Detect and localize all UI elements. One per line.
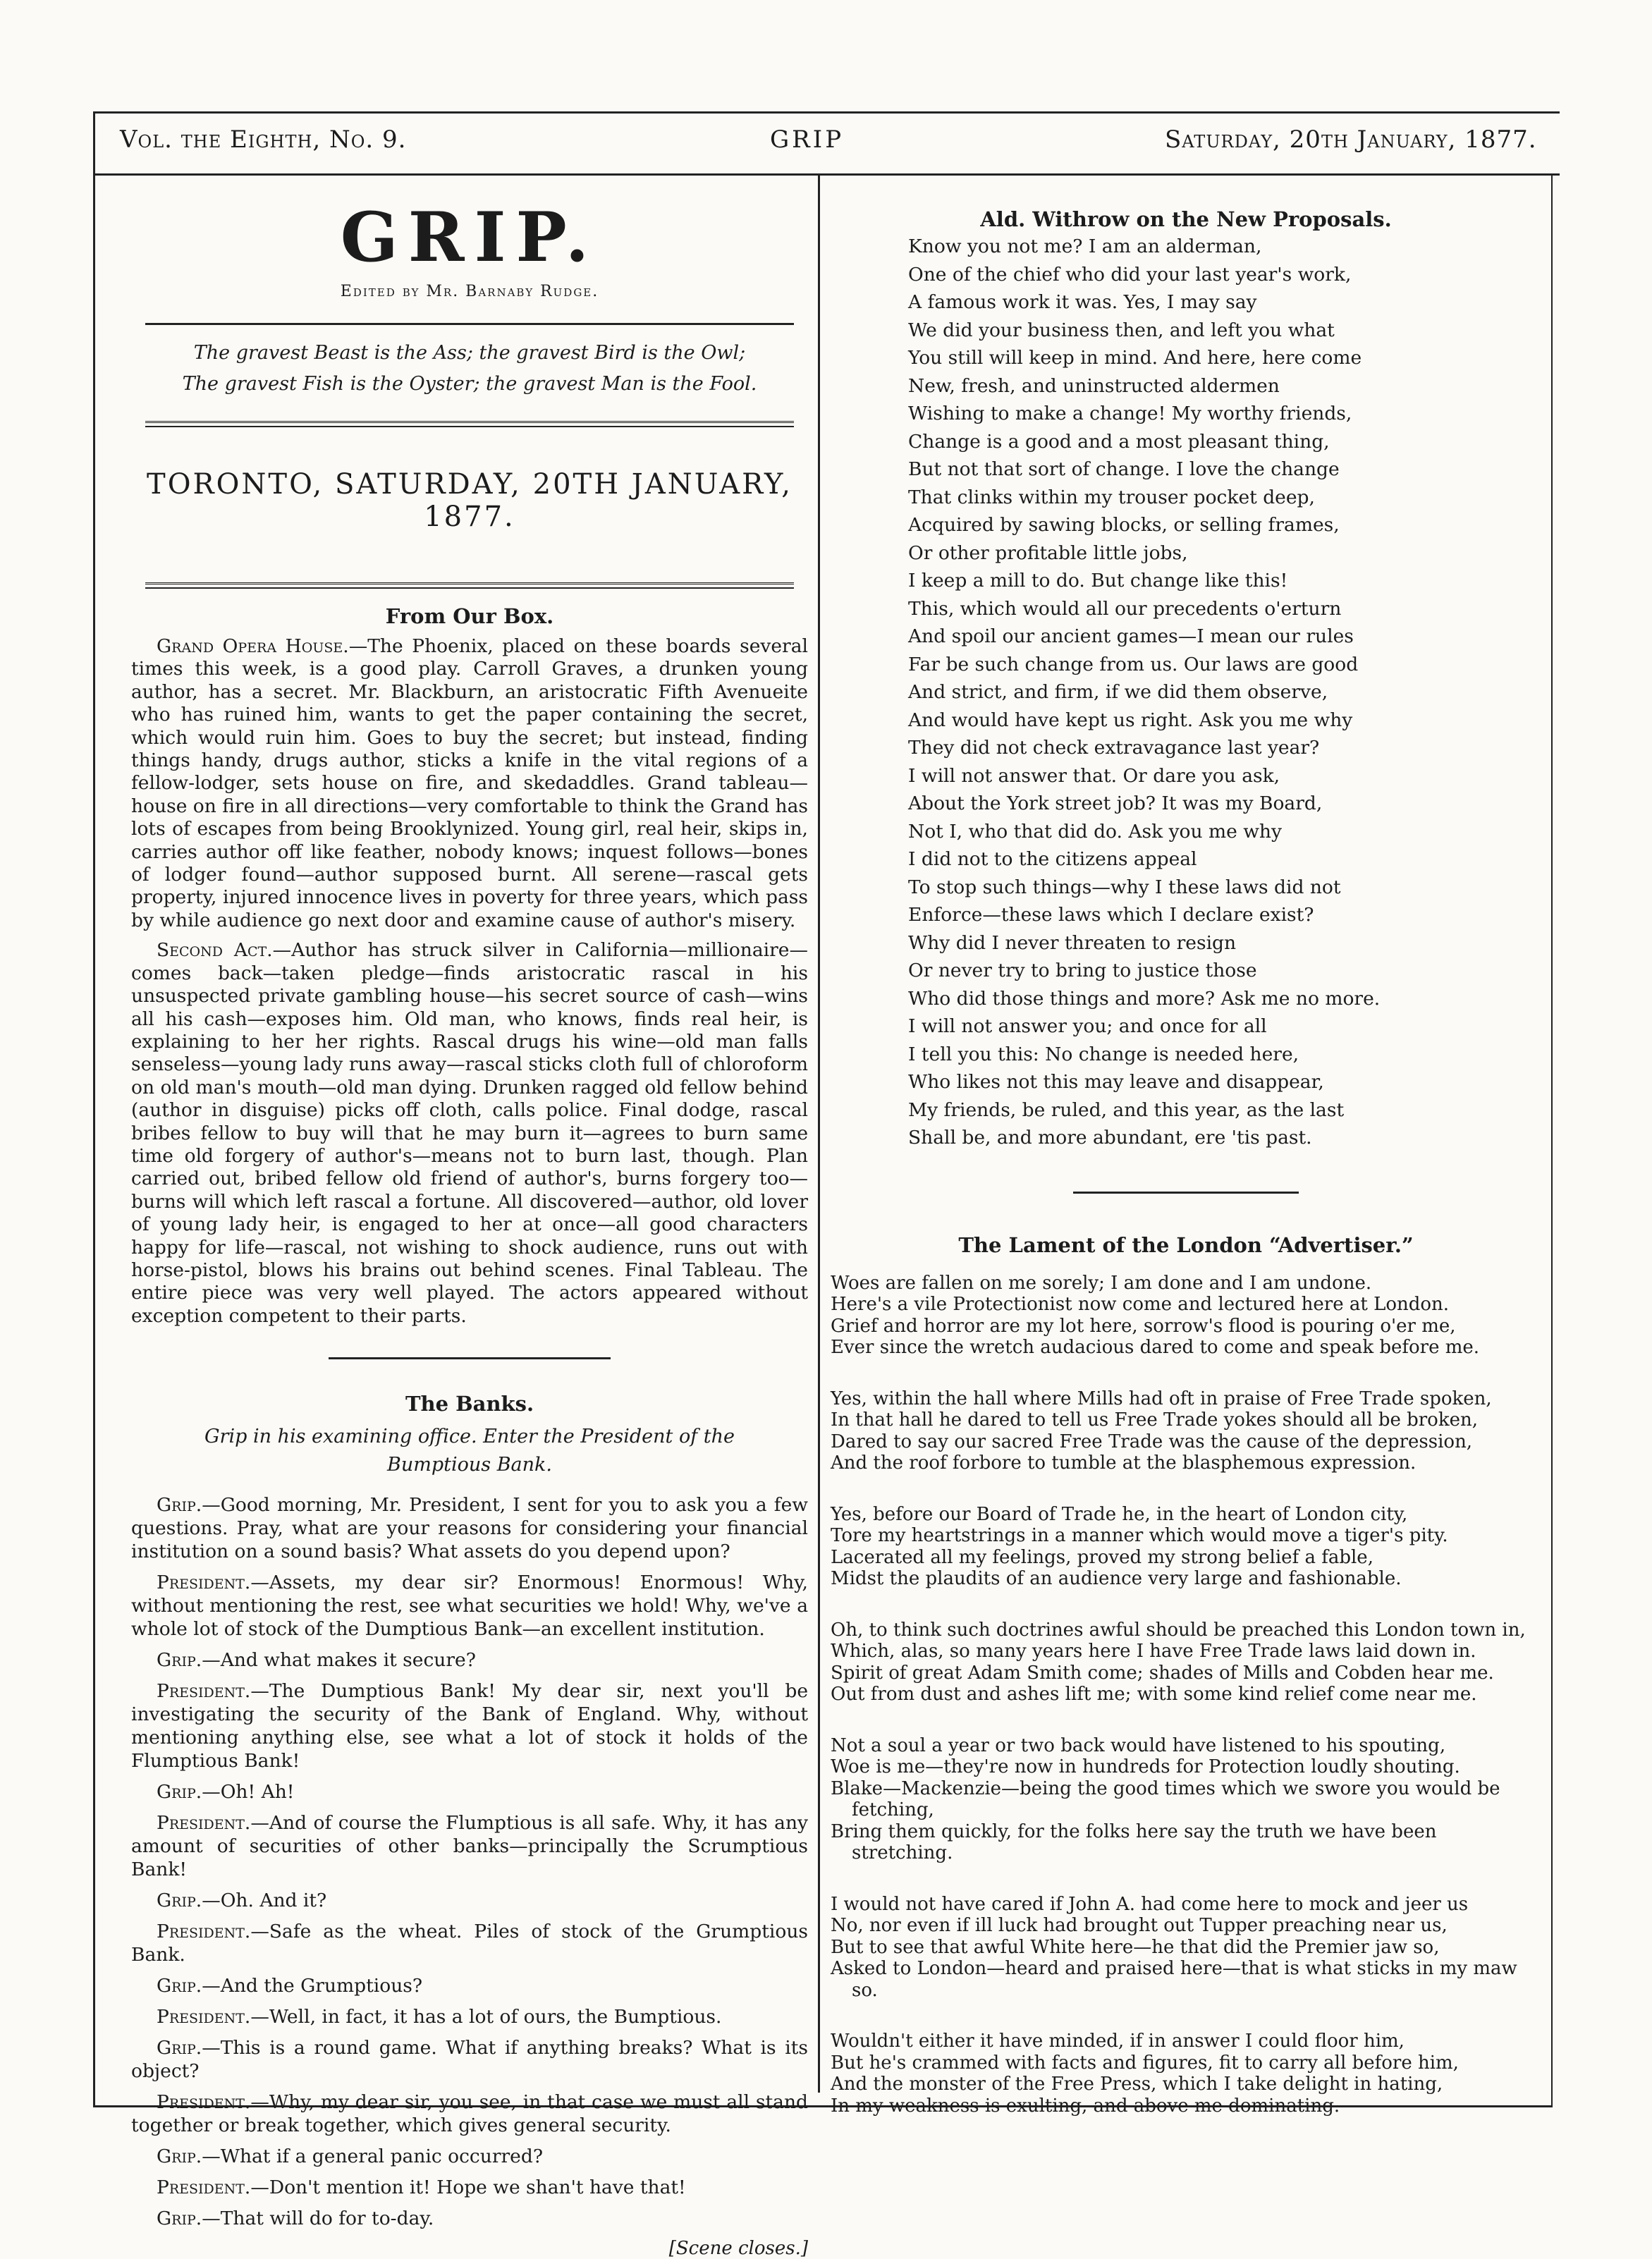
stanza-line: Wouldn't either it have minded, if in answer I could floor him, [831,2031,1405,2052]
masthead-double-rule [145,421,794,427]
dialogue-text: —And what makes it secure? [202,1649,476,1672]
box-p2-lead: Second Act. [157,939,273,962]
poem-line: One of the chief who did your last year's work, [908,263,1352,286]
poem-line: My friends, be ruled, and this year, as the last [908,1098,1345,1121]
poem-line: That clinks within my trouser pocket deep, [908,486,1315,508]
masthead-motto [131,338,808,400]
stage-direction: [Scene closes.] [668,2238,808,2259]
dialogue-line [131,1889,808,1912]
poem-line: We did your business then, and left you what [908,319,1335,341]
page-left-border [93,111,95,2107]
stanza-line: Yes, within the hall where Mills had oft in praise of Free Trade spoken, [831,1388,1492,1409]
stanza-line: Spirit of great Adam Smith come; shades of Mills and Cobden hear me. [831,1662,1494,1684]
dialogue-speaker: Grip. [157,1494,202,1517]
poem-line: I will not answer that. Or dare you ask, [908,764,1280,787]
poem-line: I did not to the citizens appeal [908,848,1197,870]
stanza-line: Asked to London—heard and praised here—that is what sticks in my maw so. [831,1958,1517,2001]
page-right-border [1551,173,1553,2107]
poem-line: Why did I never threaten to resign [908,931,1237,954]
masthead-rule [145,323,794,325]
stanza [831,1504,1541,1590]
section-divider-right [1073,1192,1299,1194]
stanza-line: Not a soul a year or two back would have listened to his spouting, [831,1734,1446,1756]
poem-line: And would have kept us right. Ask you me why [908,709,1353,731]
lament-stanzas [831,1273,1541,2117]
stanza-line: And the roof forbore to tumble at the blasphemous expression. [831,1452,1417,1474]
dialogue-speaker: Grip. [157,1649,202,1672]
dialogue-text: —That will do for to-day. [202,2208,434,2230]
stanza-line: Midst the plaudits of an audience very large and fashionable. [831,1568,1402,1589]
dialogue-text: —And of course the Flumptious is all safe. Why, it has any amount of securities of other banks—principally the Scrumptious Bank! [131,1812,808,1881]
withrow-title: Ald. Withrow on the New Proposals. [980,207,1392,231]
poem-line: I will not answer you; and once for all [908,1015,1267,1037]
dialogue-text: —Safe as the wheat. Piles of stock of the Grumptious Bank. [131,1921,808,1966]
dialogue-line [131,1920,808,1966]
column-divider [818,173,820,2093]
poem-line: Far be such change from us. Our laws are good [908,653,1359,675]
box-paragraph-1 [131,635,808,932]
box-p1-lead: Grand Opera House. [157,635,349,657]
dialogue-line [131,1571,808,1641]
stanza [831,1620,1541,1706]
dialogue-speaker: President. [157,2091,251,2114]
header-title: GRIP [770,126,845,154]
masthead-title: GRIP. [340,197,599,277]
dialogue-text: —This is a round game. What if anything breaks? What is its object? [131,2037,808,2083]
poem-line: This, which would all our precedents o'erturn [908,597,1342,620]
poem-line: I tell you this: No change is needed here, [908,1043,1299,1065]
box-title: From Our Box. [385,604,554,628]
banks-title: The Banks. [405,1392,534,1416]
dialogue-line [131,2145,808,2168]
stanza-line: Dared to say our sacred Free Trade was the cause of the depression, [831,1431,1473,1452]
dialogue-text: —Good morning, Mr. President, I sent for you to ask you a few questions. Pray, what are your reasons for considering your financial institution on a sound basis? What assets do you depend upon? [131,1494,808,1563]
stanza [831,1388,1541,1474]
dialogue-line [131,1974,808,1997]
right-column [831,189,1541,2146]
poem-line: Enforce—these laws which I declare exist? [908,904,1314,926]
stanza-line: Woes are fallen on me sorely; I am done and I am undone. [831,1272,1372,1294]
withrow-poem [831,207,1541,1152]
poem-line: But not that sort of change. I love the change [908,458,1340,480]
dialogue-text: —Oh. And it? [202,1890,327,1912]
stanza-line: Here's a vile Protectionist now come and lectured here at London. [831,1294,1450,1315]
stanza-line: But to see that awful White here—he that did the Premier jaw so, [831,1936,1440,1958]
poem-line: About the York street job? It was my Board, [908,792,1323,814]
poem-line: Know you not me? I am an alderman, [908,235,1262,257]
dialogue-text: —Well, in fact, it has a lot of ours, the Bumptious. [250,2006,722,2028]
dialogue-line [131,1811,808,1881]
stanza-line: Blake—Mackenzie—being the good times which we swore you would be fetching, [831,1777,1500,1820]
poem-line: They did not check extravagance last year? [908,737,1320,759]
poem-line: Or never try to bring to justice those [908,960,1257,981]
poem-line: Wishing to make a change! My worthy friends, [908,403,1352,424]
masthead-editor: Edited by Mr. Barnaby Rudge. [340,283,599,300]
header-volume: Vol. the Eighth, No. 9. [120,126,407,154]
dialogue-speaker: President. [157,2177,251,2199]
the-banks [131,1392,808,2259]
dialogue-speaker: Grip. [157,1890,202,1912]
poem-line: And spoil our ancient games—I mean our rules [908,625,1354,647]
masthead [131,197,808,589]
left-column [131,189,808,2259]
banks-subtitle-line-1: Grip in his examining office. Enter the President of the [204,1426,735,1448]
stanza-line: Lacerated all my feelings, proved my strong belief a fable, [831,1546,1373,1568]
motto-line-2: The gravest Fish is the Oyster; the gravest Man is the Fool. [182,373,757,395]
dialogue-text: —Oh! Ah! [202,1781,295,1804]
dialogue-speaker: Grip. [157,1975,202,1997]
dialogue-text: —Don't mention it! Hope we shan't have that! [250,2177,686,2199]
stanza-line: Yes, before our Board of Trade he, in the heart of London city, [831,1503,1408,1525]
dialogue-text: —Why, my dear sir, you see, in that case we must all stand together or break together, which gives general security. [131,2091,808,2137]
stanza-line: Tore my heartstrings in a manner which would move a tiger's pity. [831,1525,1448,1546]
dialogue-speaker: Grip. [157,2037,202,2059]
stanza-line: No, nor even if ill luck had brought out Tupper preaching near us, [831,1915,1448,1936]
stanza-line: Which, alas, so many years here I have Free Trade laws laid down in. [831,1641,1476,1662]
dialogue-line [131,2207,808,2230]
stanza-line: Grief and horror are my lot here, sorrow's flood is pouring o'er me, [831,1315,1456,1337]
dialogue-line [131,1679,808,1773]
header-top-rule [93,111,1560,114]
dialogue-speaker: President. [157,1921,251,1943]
poem-line: I keep a mill to do. But change like this! [908,570,1288,592]
poem-line: You still will keep in mind. And here, here come [908,347,1362,369]
poem-line: Acquired by sawing blocks, or selling frames, [908,514,1340,536]
header-date: Saturday, 20th January, 1877. [1165,126,1537,154]
stanza-line: Oh, to think such doctrines awful should be preached this London town in, [831,1619,1526,1641]
stanza [831,1273,1541,1359]
dialogue-line [131,1493,808,1563]
dialogue-speaker: President. [157,2006,251,2028]
stanza-line: And the monster of the Free Press, which I take delight in hating, [831,2074,1443,2095]
stanza-line: But he's crammed with facts and figures, fit to carry all before him, [831,2052,1459,2074]
stanza [831,1894,1541,2002]
poem-line: Or other profitable little jobs, [908,541,1188,564]
dialogue-line [131,2036,808,2083]
stanza-line: Ever since the wretch audacious dared to come and speak before me. [831,1337,1480,1358]
poem-line: Who likes not this may leave and disappear, [908,1071,1324,1093]
poem-line: A famous work it was. Yes, I may say [908,291,1257,313]
motto-line-1: The gravest Beast is the Ass; the gravest Bird is the Owl; [193,342,746,364]
stanza-line: Out from dust and ashes lift me; with some kind relief come near me. [831,1684,1477,1705]
box-p2-text: —Author has struck silver in California—millionaire—comes back—taken pledge—finds aristocratic rascal in his unsuspected private gambling house—his secret source of cash—wins all his cash—exposes him. Old man, who knows, finds real heir, is explaining to her her rights. Rascal drugs his wine—old man falls senseless—young lady runs away—rascal sticks cloth full of chloroform on old man's mouth—old man dying. Drunken ragged old fellow behind (author in disguise) picks off cloth, calls police. Final dodge, rascal bribes fellow to buy will that he may burn it—agrees to burn same time old forgery of author's—means not to burn last, though. Plan carried out, bribed fellow old friend of author's, burns forgery too—burns will which left rascal a fortune. All discovered—author, old lover of young lady heir, is engaged to her at once—all good characters happy for life—rascal, not wishing to shock audience, runs out with horse-pistol, blows his brains out behind scenes. Final Tableau. The entire piece was very well played. The actors appeared without exception competent to their parts. [131,939,808,1327]
dateline: TORONTO, SATURDAY, 20TH JANUARY, 1877. [147,468,793,533]
header-bottom-rule [93,173,1560,176]
stanza [831,1735,1541,1864]
box-p1-text: —The Phoenix, placed on these boards several times this week, is a good play. Carroll Graves, a drunken young author, has a secret. Mr. Blackburn, an aristocratic Fifth Avenueite who has ruined him, wants to get the paper containing the secret, which would ruin him. Goes to buy the secret; but instead, finding things handy, drugs author, sticks a knife in the vital regions of a fellow-lodger, sets house on fire, and skedaddles. Grand tableau—house on fire in all directions—very comfortable to think the Grand has lots of escapes from being Brooklynized. Young girl, real heir, skips in, carries author off like feather, nobody knows; inquest follows—bones of lodger found—author supposed burnt. All serene—rascal gets property, injured innocence lives in poverty for three years, which pass by while audience go next door and examine cause of author's misery. [131,635,808,931]
banks-dialogue [131,1493,808,2230]
dialogue-text: —And the Grumptious? [202,1975,423,1997]
poem-line: Who did those things and more? Ask me no more. [908,987,1381,1010]
withrow-lines [908,233,1541,1152]
dialogue-line [131,2090,808,2137]
lament-poem [831,1233,1541,2117]
poem-line: Not I, who that did do. Ask you me why [908,820,1282,843]
dialogue-text: —Assets, my dear sir? Enormous! Enormous! Why, without mentioning the rest, see what securities we hold! Why, we've a whole lot of stock of the Dumptious Bank—an excellent institution. [131,1572,808,1641]
dialogue-text: —What if a general panic occurred? [202,2145,544,2168]
poem-line: Shall be, and more abundant, ere 'tis past. [908,1127,1312,1149]
dialogue-speaker: Grip. [157,2145,202,2168]
poem-line: New, fresh, and uninstructed aldermen [908,374,1280,397]
dialogue-speaker: Grip. [157,2208,202,2230]
stanza-line: Woe is me—they're now in hundreds for Protection loudly shouting. [831,1756,1460,1777]
dialogue-line [131,2176,808,2199]
banks-subtitle-line-2: Bumptious Bank. [387,1454,552,1476]
dateline-rule [145,582,794,589]
dialogue-line [131,1780,808,1804]
section-divider [329,1357,611,1359]
box-paragraph-2 [131,939,808,1328]
poem-line: To stop such things—why I these laws did not [908,876,1341,898]
dialogue-speaker: President. [157,1572,251,1594]
lament-title: The Lament of the London “Advertiser.” [958,1232,1414,1257]
dialogue-speaker: President. [157,1680,251,1703]
stanza-line: Bring them quickly, for the folks here say the truth we have been stretching. [831,1820,1437,1863]
from-our-box [131,604,808,1328]
banks-subtitle [131,1423,808,1479]
dialogue-line [131,2005,808,2028]
poem-line: And strict, and firm, if we did them observe, [908,681,1328,703]
dialogue-line [131,1648,808,1672]
stanza [831,2031,1541,2117]
dialogue-text: —The Dumptious Bank! My dear sir, next you'll be investigating the security of the Bank of England. Why, without mentioning anything else, see what a lot of stock it holds of the Flumptious Bank! [131,1680,808,1773]
poem-line: Change is a good and a most pleasant thing, [908,430,1330,453]
stanza-line: I would not have cared if John A. had come here to mock and jeer us [831,1893,1469,1915]
dialogue-speaker: President. [157,1812,251,1835]
stanza-line: In my weakness is exulting, and above me dominating. [831,2095,1340,2117]
stanza-line: In that hall he dared to tell us Free Trade yokes should all be broken, [831,1409,1478,1431]
dialogue-speaker: Grip. [157,1781,202,1804]
